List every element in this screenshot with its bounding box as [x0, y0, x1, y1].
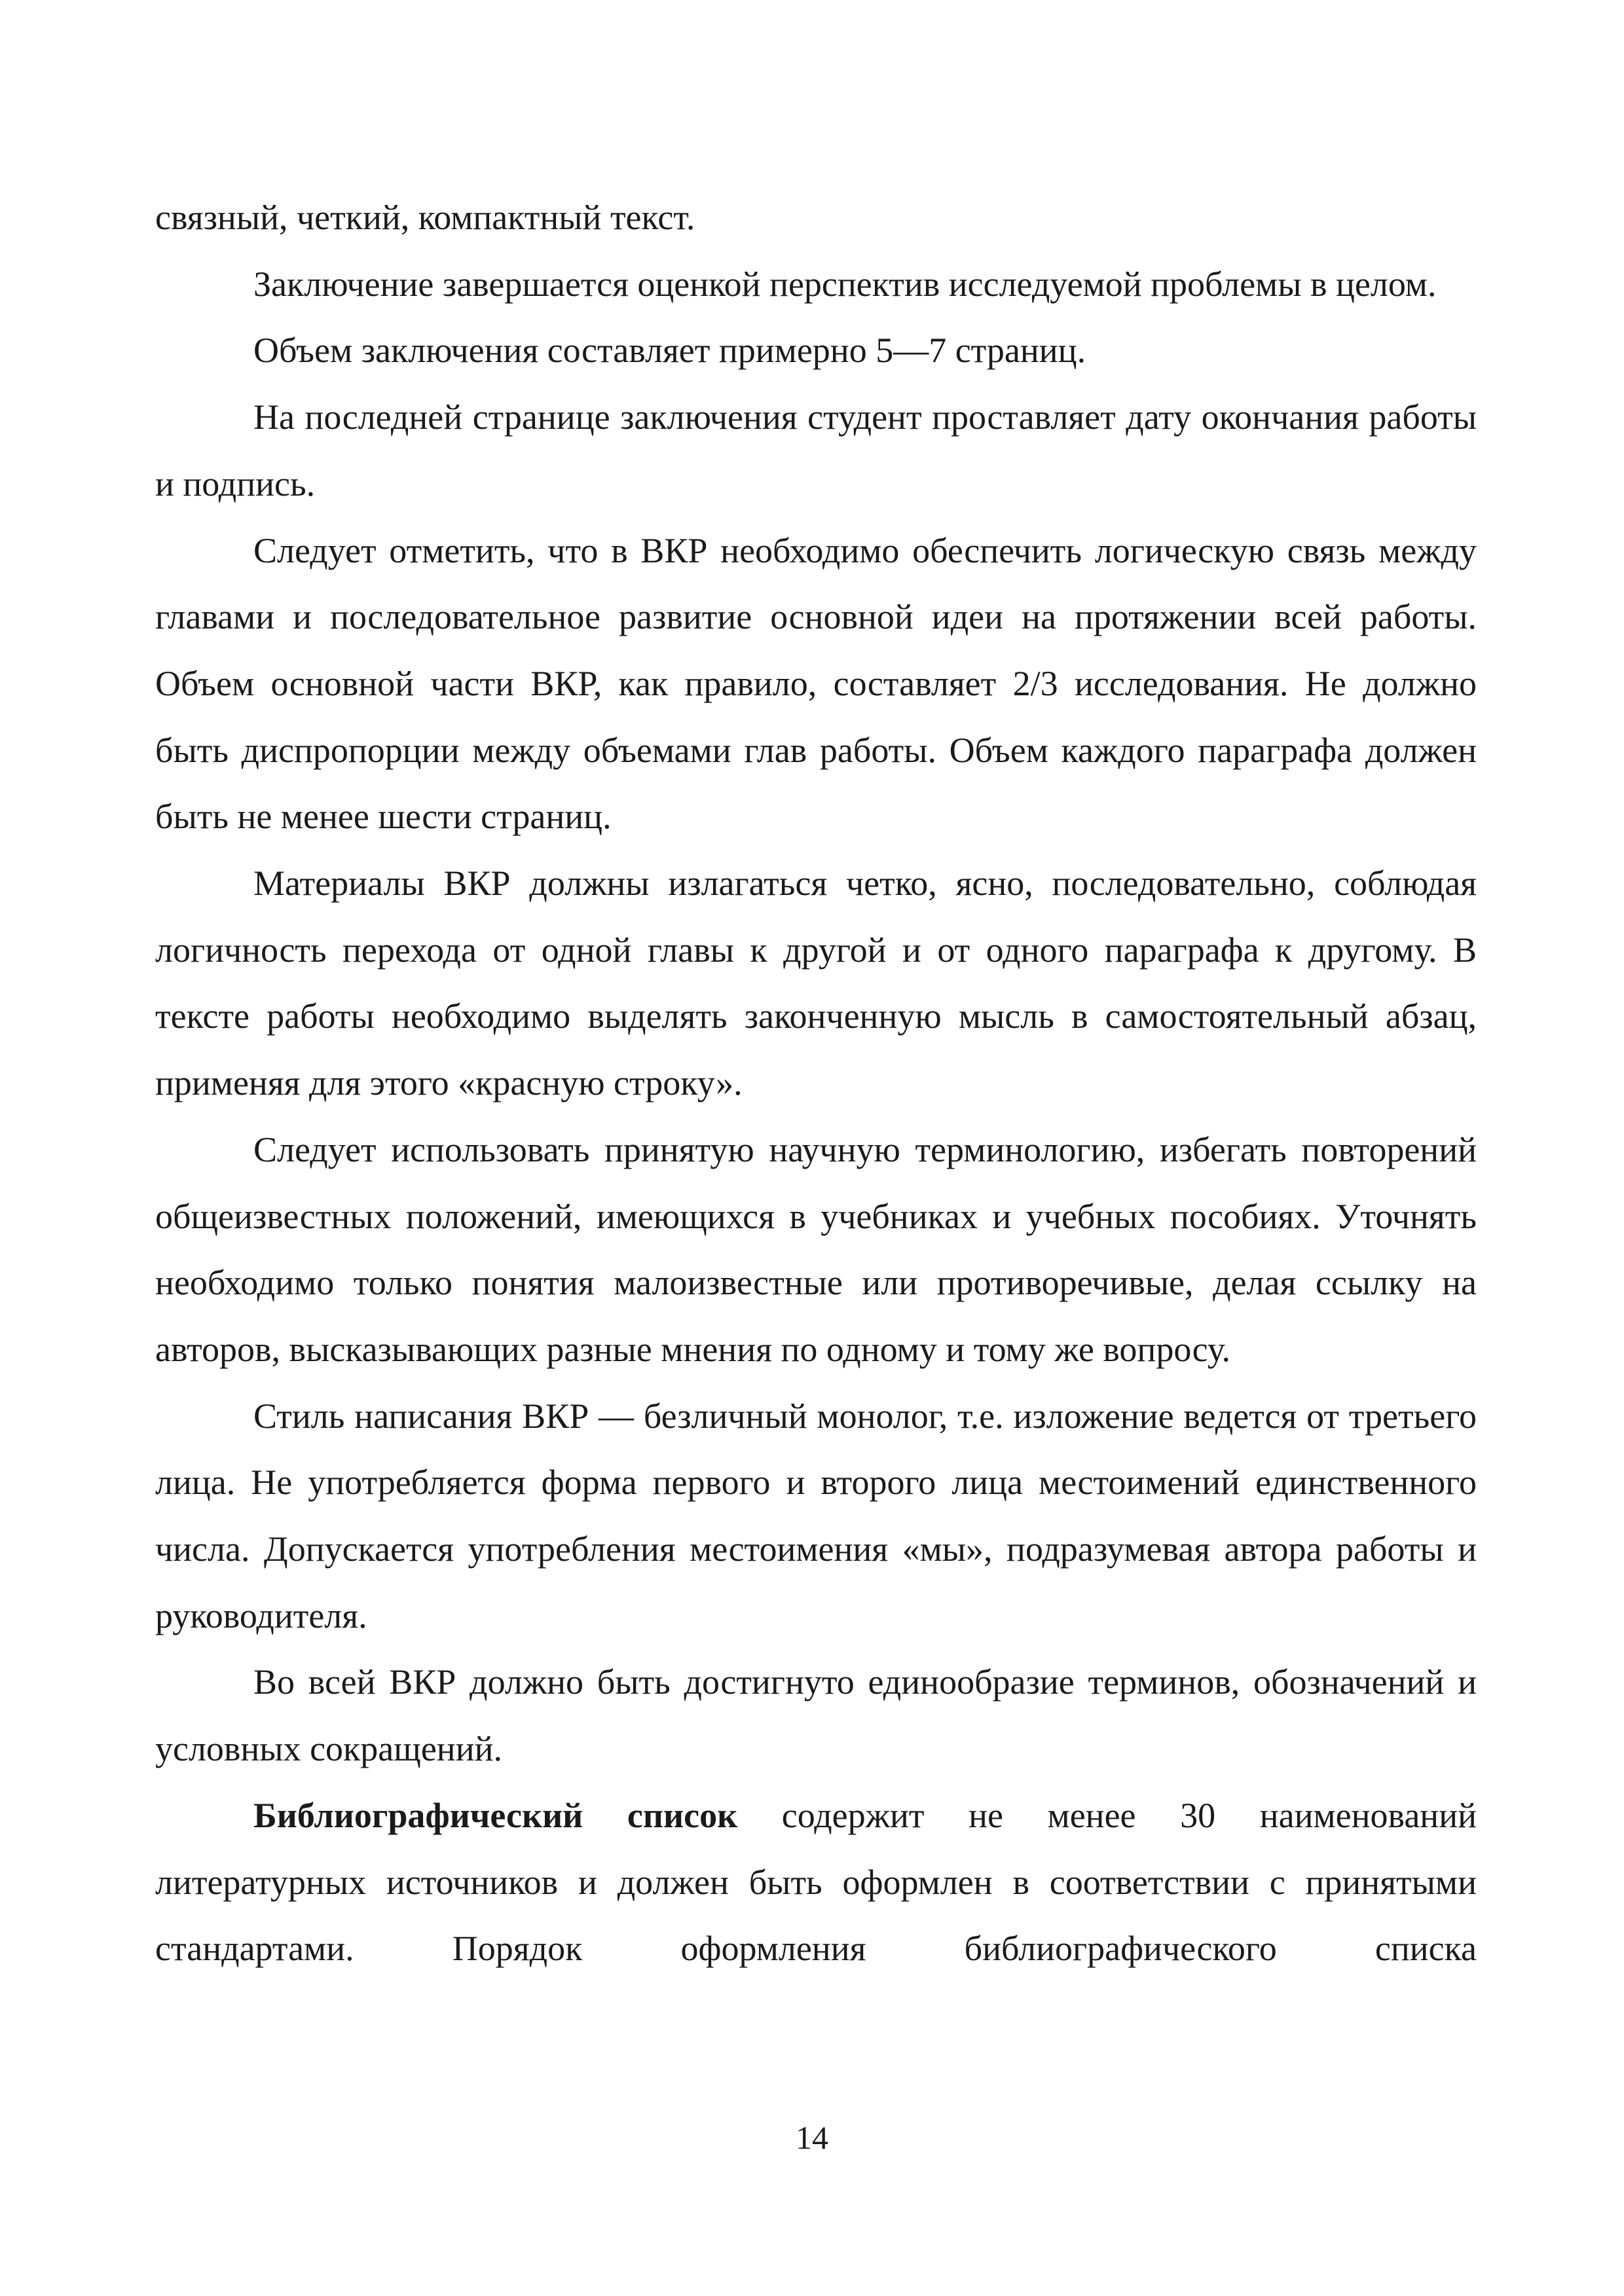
page-number: 14 — [796, 2119, 828, 2156]
paragraph-materials-presentation: Материалы ВКР должны излагаться четко, ясно, последовательно, соблюдая логичность перехода от одной главы к другой и от одного параграфа к другому. В тексте работы необходимо выделять законченную мысль в самостоятельный абзац, применяя для этого «красную строку». — [155, 864, 1477, 1103]
paragraph-terminology: Следует использовать принятую научную терминологию, избегать повторений общеизвестных положений, имеющихся в учебниках и учебных пособиях. Уточнять необходимо только понятия малоизвестные или противоречивые, делая ссылку на авторов, высказывающих разные мнения по одному и тому же вопросу. — [155, 1129, 1477, 1369]
paragraph-conclusion-signature: На последней странице заключения студент проставляет дату окончания работы и подпись. — [155, 397, 1477, 503]
paragraph-conclusion-perspectives: Заключение завершается оценкой перспектив исследуемой проблемы в целом. — [253, 264, 1437, 304]
paragraph-writing-style: Стиль написания ВКР — безличный монолог, т.е. изложение ведется от третьего лица. Не употребляется форма первого и второго лица местоимений единственного числа. Допускается употребления местоимения «мы», подразумевая автора работы и руководителя. — [155, 1396, 1477, 1635]
bibliography-term: Библиографический список — [253, 1795, 738, 1835]
paragraph-conclusion-volume: Объем заключения составляет примерно 5—7 страниц. — [253, 331, 1086, 371]
bibliography-text: содержит не менее 30 наименований литературных источников и должен быть оформлен в соответствии с принятыми стандартами. Порядок оформления библиографического списка — [155, 1795, 1477, 1969]
paragraph-uniformity: Во всей ВКР должно быть достигнуто единообразие терминов, обозначений и условных сокращений. — [155, 1662, 1477, 1769]
paragraph-continuation: связный, четкий, компактный текст. — [155, 198, 695, 237]
document-page — [155, 185, 1477, 1982]
paragraph-bibliography — [155, 1783, 1477, 1982]
paragraph-logical-link: Следует отметить, что в ВКР необходимо обеспечить логическую связь между главами и последовательное развитие основной идеи на протяжении всей работы. Объем основной части ВКР, как правило, составляет 2/3 исследования. Не должно быть диспропорции между объемами глав работы. Объем каждого параграфа должен быть не менее шести страниц. — [155, 530, 1477, 837]
